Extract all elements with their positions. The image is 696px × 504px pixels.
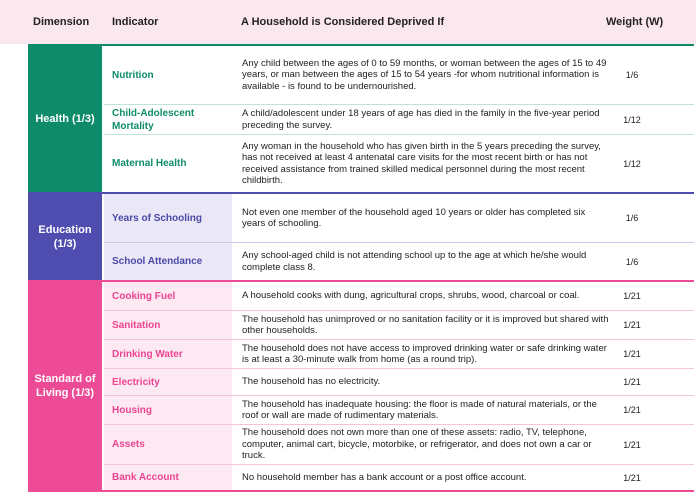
indicator-electricity: Electricity: [104, 369, 232, 395]
dimension-header: Dimension: [33, 16, 90, 28]
description-drinking-water: The household does not have access to improved drinking water or safe drinking water is at least a 30-minute walk from home (as a round trip).: [242, 342, 607, 365]
description-child-mortality: A child/adolescent under 18 years of age has died in the family in the five-year period preceding the survey.: [242, 108, 600, 131]
weight-drinking-water: 1/21: [623, 349, 641, 359]
dimension-standard-of-living: Standard of Living (1/3): [28, 282, 102, 490]
indicator-years-of-schooling: Years of Schooling: [104, 194, 232, 242]
indicator-housing: Housing: [104, 396, 232, 424]
indicator-cooking-fuel: Cooking Fuel: [104, 282, 232, 310]
table-bottom-line: [28, 490, 694, 492]
indicator-school-attendance: School Attendance: [104, 243, 232, 280]
indicator-nutrition: Nutrition: [112, 69, 154, 81]
weight-bank-account: 1/21: [623, 472, 641, 483]
indicator-drinking-water: Drinking Water: [104, 340, 232, 368]
dimension-education: Education (1/3): [28, 194, 102, 280]
indicator-assets: Assets: [104, 425, 232, 464]
description-assets: The household does not own more than one of these assets: radio, TV, telephone, computer, animal cart, bicycle, motorbike, or refrigerator, and does not own a car or truck.: [242, 427, 592, 462]
description-cooking-fuel: A household cooks with dung, agricultural crops, shrubs, wood, charcoal or coal.: [242, 290, 580, 302]
weight-years-of-schooling: 1/6: [625, 213, 639, 223]
description-housing: The household has inadequate housing: the floor is made of natural materials, or the roof or wall are made of rudimentary materials.: [242, 398, 597, 421]
weight-child-mortality: 1/12: [623, 114, 641, 125]
indicator-child-mortality: Child-Adolescent Mortality: [112, 107, 195, 132]
weight-maternal-health: 1/12: [623, 158, 641, 169]
indicator-header: Indicator: [112, 16, 159, 28]
deprived-if-header: A Household is Considered Deprived If: [241, 16, 445, 28]
weight-header: Weight (W): [606, 16, 664, 28]
weight-nutrition: 1/6: [625, 70, 639, 80]
weight-assets: 1/21: [623, 439, 641, 450]
description-years-of-schooling: Not even one member of the household aged 10 years or older has completed six years of schooling.: [242, 206, 586, 229]
indicator-maternal-health: Maternal Health: [112, 158, 187, 169]
description-bank-account: No household member has a bank account or a post office account.: [242, 471, 527, 483]
description-sanitation: The household has unimproved or no sanitation facility or it is improved but shared with other households.: [242, 313, 609, 336]
weight-electricity: 1/21: [623, 377, 641, 387]
description-school-attendance: Any school-aged child is not attending school up to the age at which he/she would complete class 8.: [242, 250, 587, 273]
weight-housing: 1/21: [623, 405, 641, 415]
weight-school-attendance: 1/6: [625, 256, 639, 267]
weight-cooking-fuel: 1/21: [623, 291, 641, 301]
description-electricity: The household has no electricity.: [242, 376, 381, 388]
weight-sanitation: 1/21: [623, 320, 641, 330]
dimension-health: Health (1/3): [28, 46, 102, 192]
description-nutrition: Any child between the ages of 0 to 59 months, or woman between the ages of 15 to 49 years, or man between the ages of 15 to 54 years -for whom nutritional information is available - is found to be undernourished.: [242, 57, 607, 92]
description-maternal-health: Any woman in the household who has given birth in the 5 years preceding the survey, has not received at least 4 antenatal care visits for the most recent birth or has not received assistance from trained skilled medical personnel during the most recent childbirth.: [242, 140, 601, 186]
indicator-sanitation: Sanitation: [104, 311, 232, 339]
table-header: [0, 0, 696, 44]
indicator-bank-account: Bank Account: [104, 465, 232, 490]
